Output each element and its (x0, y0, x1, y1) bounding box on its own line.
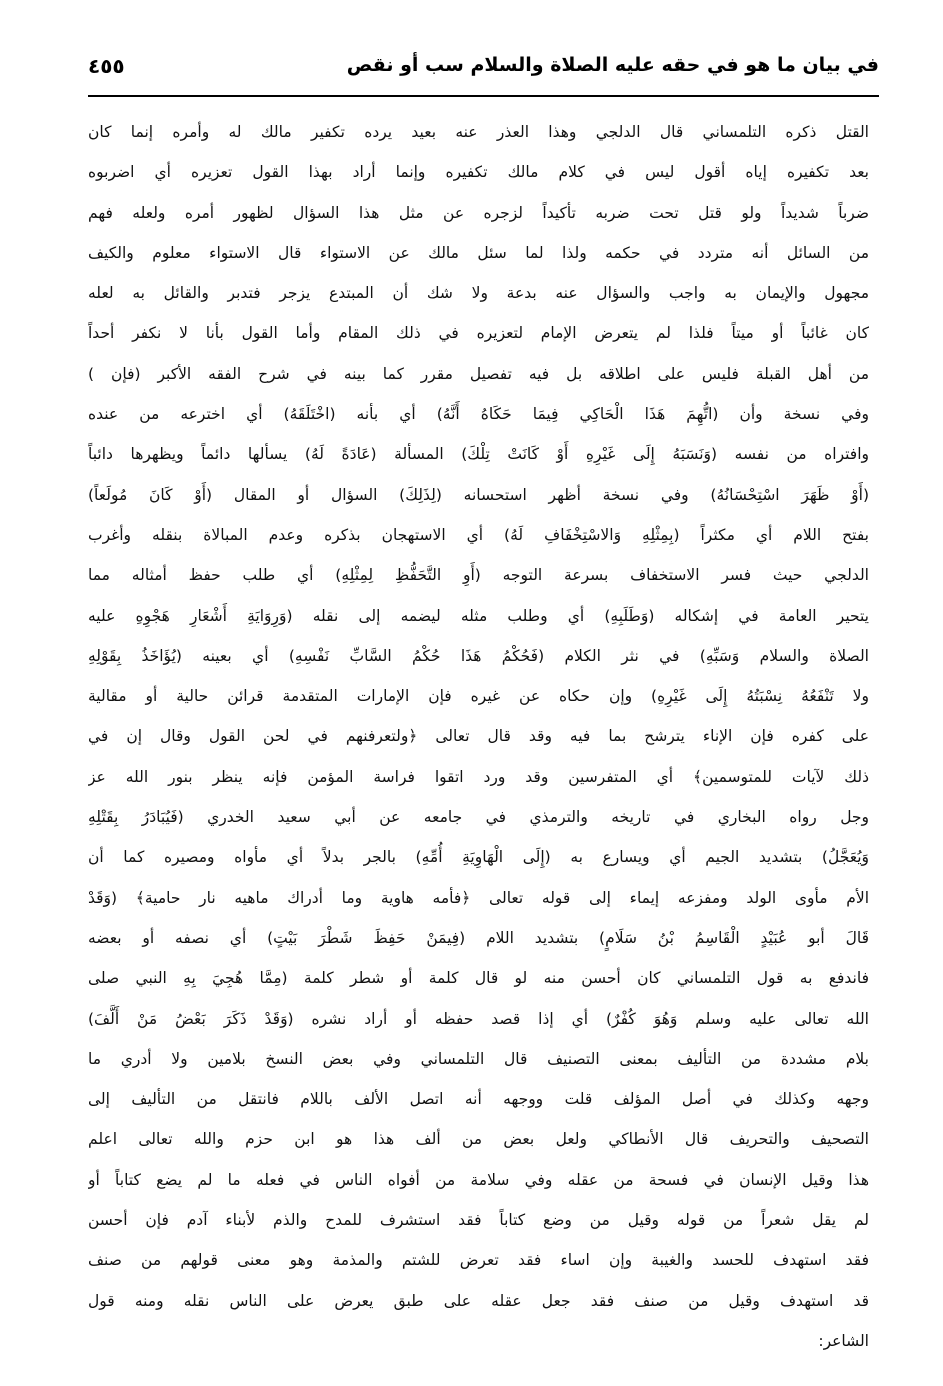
text-line: فاندفع به قول التلمساني كان أحسن منه لو قال كلمة أو شطر كلمة (مِمَّا هُجِيَ بِهِ النبي صلى (88, 969, 869, 988)
body-text (88, 112, 869, 1361)
text-line: ولا تَنْفَعُهُ نِسْبَتُهُ إِلَى غَيْرِهِ) وإن حكاه عن غيره فإن الإمارات المتقدمة قرائن حالية أو مقالية (88, 687, 869, 706)
text-line: على كفره فإن الإناء يترشح بما فيه وقد قال تعالى ﴿ولتعرفنهم في لحن القول وقال إن في (88, 727, 869, 746)
text-line: وافتراه من نفسه (وَنَسَبَهُ إِلَى غَيْرِهِ أَوْ كَانَتْ تِلْكَ) المسألة (عَادَةً لَهُ) يسألها دائماً ويظهرها دائباً (88, 445, 869, 464)
text-line: وفي نسخة وأن (اتُّهِمَ هَذَا الْحَاكِي فِيمَا حَكَاهُ أَنَّهُ) أي بأنه (اخْتَلَقَهُ) أي اخترعه من عنده (88, 405, 869, 424)
page-number: ٤٥٥ (88, 54, 125, 78)
page-header (88, 48, 879, 92)
text-line: بلام مشددة من التأليف بمعنى التصنيف قال التلمساني وفي بعض النسخ بلامين ولا أدري ما (88, 1049, 869, 1068)
running-title: في بيان ما هو في حقه عليه الصلاة والسلام سب أو نقص (346, 54, 879, 76)
text-line: الدلجي حيث فسر الاستخفاف بسرعة التوجه (أَوِ التَّحَفُّظِ لِمِثْلِهِ) أي طلب حفظ أمثاله مما (88, 566, 869, 585)
text-line: الأم مأوى الولد ومفزعه إيماء إلى قوله تعالى ﴿فأمه هاوية وما أدراك ماهيه نار حامية﴾ (وَقَدْ (88, 888, 869, 907)
text-line: فقد استهدف للحسد والغيبة وإن اساء فقد تعرض للشتم والمذمة وهو معنى قولهم من صنف (88, 1251, 869, 1270)
text-line: الصلاة والسلام وَسَبِّهِ) في نثر الكلام (فَحُكْمُ هَذَا حُكْمُ السَّابِّ نَفْسِهِ) أي بعينه (يُؤَاخَذُ بِقَوْلِهِ (88, 646, 869, 665)
text-line: من أهل القبلة فليس على اطلاقه بل فيه تفصيل مقرر كما بينه في شرح الفقه الأكبر (فإن ) (88, 364, 869, 383)
text-line: كان غائباً أو ميتاً فلذا لم يتعرض الإمام لتعزيره في ذلك المقام وأما القول بأنا لا نكفر أحداً (88, 324, 869, 343)
text-line: يتحير العامة في إشكاله (وَطَلَبِهِ) أي وطلب مثله ليضمه إلى نقله (وَرِوَايَةِ أَشْعَارِ هَجْوِهِ عليه (88, 606, 869, 625)
text-line: القتل ذكره التلمساني قال الدلجي وهذا العذر عنه بعيد يرده تكفير مالك له وأمره إنما كان (88, 123, 869, 141)
text-line: وَيُعَجَّلُ) بتشديد الجيم أي ويسارع به (إِلَى الْهَاوِيَةِ أُمِّهِ) بالجر بدلاً أي مأواه ومصيره كما أن (88, 848, 869, 867)
text-line: من السائل أنه متردد في حكمه ولذا لما سئل مالك عن الاستواء قال الاستواء معلوم والكيف (88, 243, 869, 262)
text-line: بعد تكفيره إياه أقول ليس في كلام مالك تكفيره وإنما أراد بهذا القول تعزيره أي اضربوه (88, 163, 869, 182)
text-line: الله تعالى عليه وسلم وَهُوَ كُفْرٌ) أي إذا قصد حفظه أو أراد نشره (وَقَدْ ذَكَرَ بَعْضُ مَنْ أَلَّفَ) (88, 1009, 869, 1028)
text-line: وجل رواه البخاري في تاريخه والترمذي في جامعه عن أبي سعيد الخدري (فَيُبَادَرُ بِقَتْلِهِ (88, 808, 869, 827)
text-line: وجهه وكذلك في أصل المؤلف قلت ووجهه أنه اتصل الألف باللام فانتقل من التأليف إلى (88, 1090, 869, 1109)
header-divider (88, 95, 879, 97)
text-line: ضرباً شديداً ولو قتل تحت ضربه تأكيداً لزجره عن مثل هذا السؤال لظهور أمره ولعله فهم (88, 203, 869, 222)
text-line: التصحيف والتحريف قال الأنطاكي ولعل بعض من ألف هذا هو ابن حزم والله تعالى اعلم (88, 1130, 869, 1149)
text-line: ذلك لآيات للمتوسمين﴾ أي المتفرسين وقد ورد اتقوا فراسة المؤمن فإنه ينظر بنور الله عز (88, 767, 869, 786)
text-line: هذا وقيل الإنسان في فسحة من عقله وفي سلامة من أفواه الناس في فعله ما لم يضع كتاباً أو (88, 1170, 869, 1189)
text-line: الشاعر: (818, 1331, 869, 1350)
text-line: قَالَ أبو عُبَيْدٍ الْقَاسِمُ بْنُ سَلَامٍ) بتشديد اللام (فِيمَنْ حَفِظَ شَطْرَ بَيْتٍ) أي نصفه أو بعضه (88, 928, 869, 947)
text-line: بفتح اللام أي مكثراً (بِمِثْلِهِ وَالاسْتِخْفَافِ لَهُ) أي الاستهجان بذكره وعدم المبالاة بنقله وأغرب (88, 525, 869, 544)
text-line: قد استهدف وقيل من صنف فقد جعل عقله على طبق يعرض على الناس نقله ومنه قول (88, 1291, 869, 1310)
text-line: مجهول والإيمان به واجب والسؤال عنه بدعة ولا شك أن المبتدع يزجر فتدبر والقائل به لعله (88, 284, 869, 303)
text-line: (أَوْ ظَهَرَ اسْتِحْسَانُهُ) وفي نسخة أظهر استحسانه (لِذَلِكَ) السؤال أو المقال (أَوْ كَانَ مُولَعاً) (88, 485, 869, 504)
text-line: لم يقل شعراً من قوله وقيل من وضع كتاباً فقد استشرف للمدح والذم لأبناء آدم فإن أحسن (88, 1211, 869, 1230)
